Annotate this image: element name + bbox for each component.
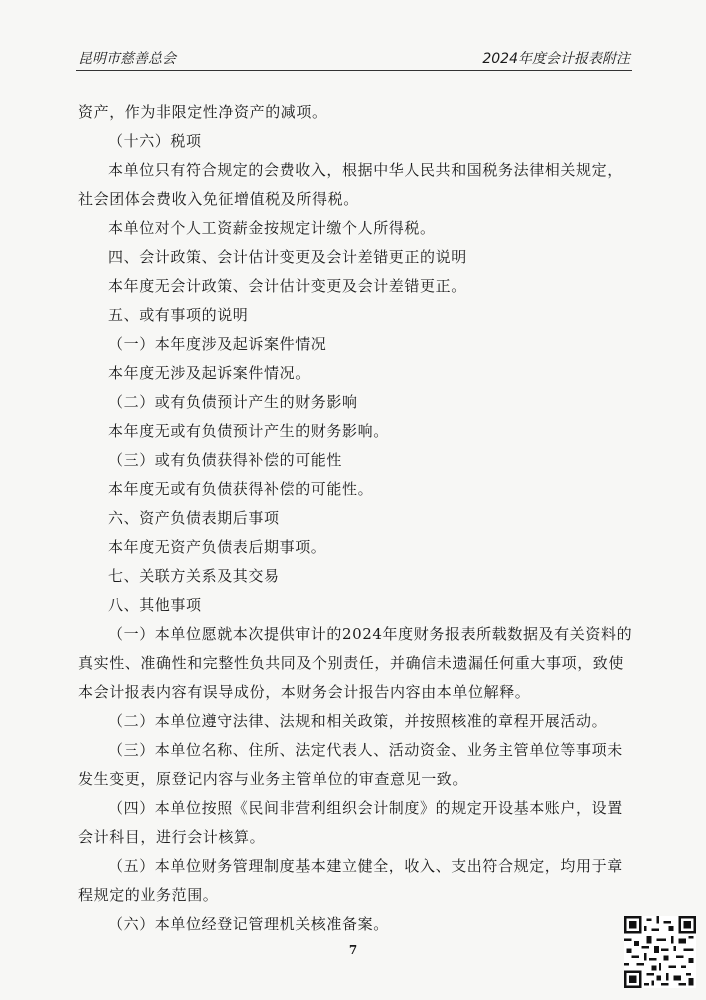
paragraph: （一）本单位愿就本次提供审计的2024年度财务报表所载数据及有关资料的真实性、准确性和完整性负共同及个别责任，并确信未遗漏任何重大事项，致使本会计报表内容有误导成份，本财务会计报告内容由本单位解释。 xyxy=(78,625,633,701)
paragraph: （四）本单位按照《民间非营利组织会计制度》的规定开设基本账户，设置会计科目，进行会计核算。 xyxy=(78,799,623,846)
qr-code-icon xyxy=(624,916,696,988)
page-header xyxy=(76,44,632,71)
section-heading: 五、或有事项的说明 xyxy=(108,306,249,324)
report-title: 2024年度会计报表附注 xyxy=(482,51,630,67)
paragraph: 本年度无或有负债预计产生的财务影响。 xyxy=(108,422,389,440)
paragraph: （二）本单位遵守法律、法规和相关政策，并按照核准的章程开展活动。 xyxy=(108,712,608,730)
section-heading: 七、关联方关系及其交易 xyxy=(108,567,280,585)
section-heading-taxes: （十六）税项 xyxy=(108,132,202,150)
section-heading: 八、其他事项 xyxy=(108,596,202,614)
subsection-heading: （二）或有负债预计产生的财务影响 xyxy=(108,393,358,411)
paragraph: （五）本单位财务管理制度基本建立健全，收入、支出符合规定，均用于章程规定的业务范围。 xyxy=(78,857,623,904)
document-body xyxy=(78,98,638,939)
section-heading: 四、会计政策、会计估计变更及会计差错更正的说明 xyxy=(108,248,467,266)
paragraph: 本年度无会计政策、会计估计变更及会计差错更正。 xyxy=(108,277,467,295)
paragraph: 本单位只有符合规定的会费收入，根据中华人民共和国税务法律相关规定，社会团体会费收入免征增值税及所得税。 xyxy=(78,161,623,208)
organization-name: 昆明市慈善总会 xyxy=(78,51,176,67)
paragraph: 本年度无或有负债获得补偿的可能性。 xyxy=(108,480,374,498)
paragraph: （六）本单位经登记管理机关核准备案。 xyxy=(108,915,389,933)
paragraph: 本单位对个人工资薪金按规定计缴个人所得税。 xyxy=(108,219,436,237)
subsection-heading: （三）或有负债获得补偿的可能性 xyxy=(108,451,343,469)
page-number: 7 xyxy=(348,943,358,957)
paragraph: 本年度无涉及起诉案件情况。 xyxy=(108,364,311,382)
paragraph: 资产，作为非限定性净资产的减项。 xyxy=(78,103,328,121)
paragraph: （三）本单位名称、住所、法定代表人、活动资金、业务主管单位等事项未发生变更，原登记内容与业务主管单位的审查意见一致。 xyxy=(78,741,623,788)
paragraph: 本年度无资产负债表后期事项。 xyxy=(108,538,327,556)
subsection-heading: （一）本年度涉及起诉案件情况 xyxy=(108,335,327,353)
section-heading: 六、资产负债表期后事项 xyxy=(108,509,280,527)
